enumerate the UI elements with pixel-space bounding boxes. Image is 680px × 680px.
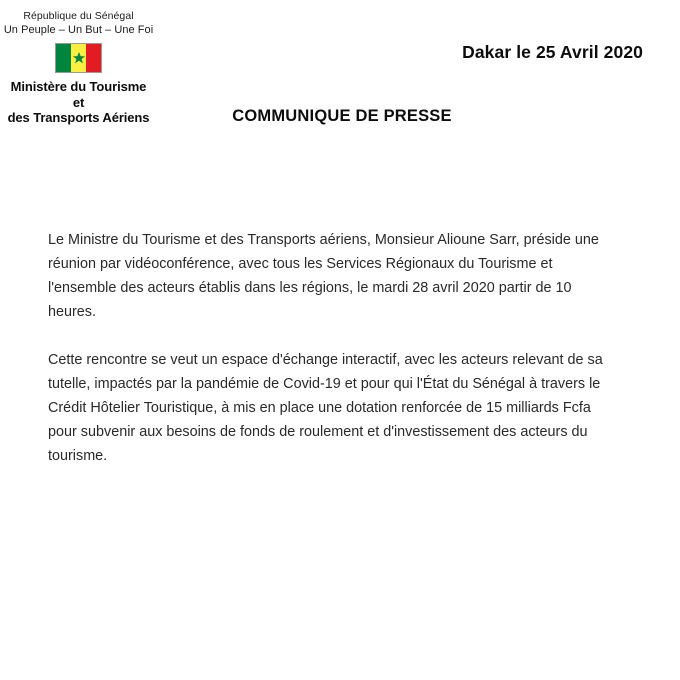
senegal-flag-icon [55, 43, 102, 73]
body-paragraph: Le Ministre du Tourisme et des Transports aériens, Monsieur Alioune Sarr, préside une réunion par vidéoconférence, avec tous les Services Régionaux du Tourisme et l'ensemble des acteurs établis dans les régions, le mardi 28 avril 2020 partir de 10 heures. [48, 232, 599, 320]
ministry-line-1: Ministère du Tourisme [10, 79, 147, 94]
ministry-line-2: et [72, 94, 85, 110]
flag-band-green [56, 44, 71, 72]
country-name: République du Sénégal [23, 10, 134, 22]
ministry-line-3: des Transports Aériens [7, 110, 150, 125]
national-motto: Un Peuple – Un But – Une Foi [3, 24, 154, 36]
page-title-text: COMMUNIQUE DE PRESSE [232, 107, 452, 125]
body-copy [48, 228, 614, 468]
star-icon [72, 51, 86, 65]
flag-wrapper [0, 43, 157, 73]
flag-band-yellow [71, 44, 86, 72]
flag-band-red [86, 44, 101, 72]
dateline: Dakar le 25 Avril 2020 [462, 42, 643, 62]
body-paragraph: Cette rencontre se veut un espace d'échange interactif, avec les acteurs relevant de sa tutelle, impactés par la pandémie de Covid-19 et pour qui l'État du Sénégal à travers le Crédit Hôtelier Touristique, à mis en place une dotation renforcée de 15 milliards Fcfa pour subvenir aux besoins de fonds de roulement et d'investissement des acteurs du tourisme. [48, 352, 603, 464]
page-title [0, 107, 680, 126]
